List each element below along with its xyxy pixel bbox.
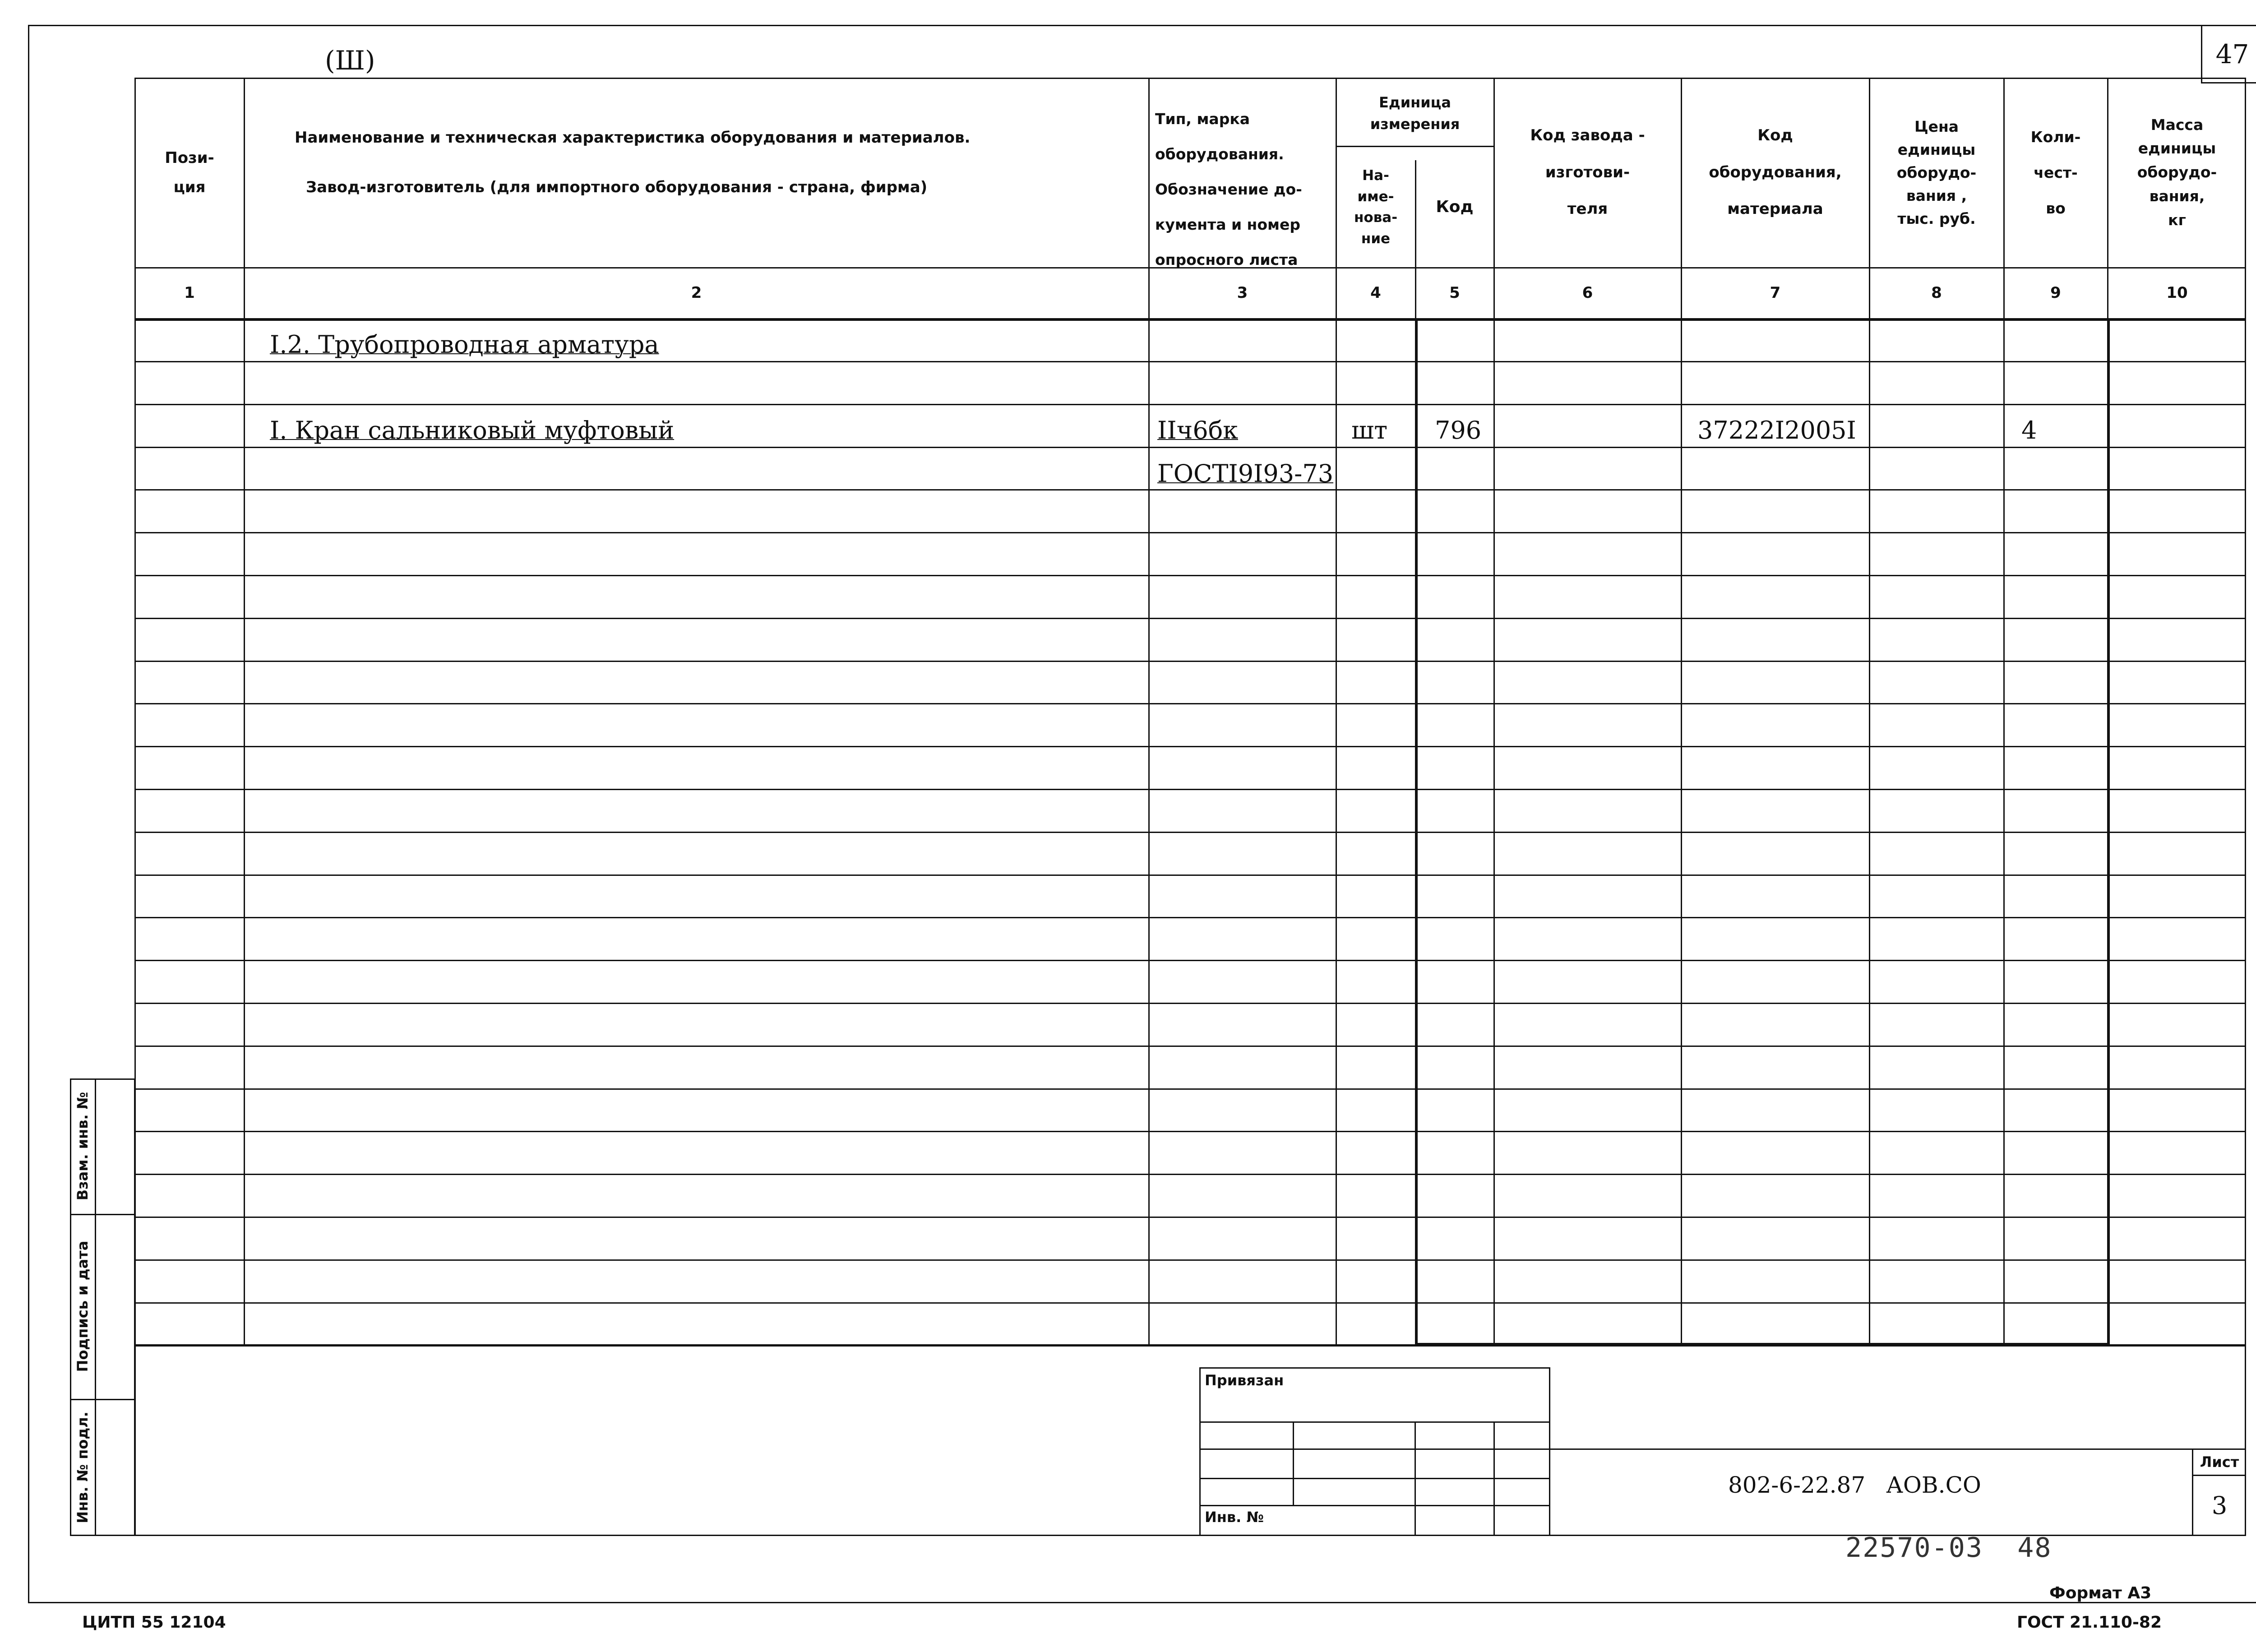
table-row-line (134, 1131, 2246, 1132)
col-number-5: 5 (1449, 283, 1460, 302)
binding-line-3 (1199, 1478, 1550, 1479)
page-number: 47 (2215, 38, 2249, 69)
item-equipment-code: 37222I2005I (1697, 416, 1856, 444)
col-header-8: Цена единицы оборудо- вания , тыс. руб. (1896, 117, 1977, 228)
table-row-line (134, 661, 2246, 662)
inv-number-label: Инв. № (1205, 1509, 1264, 1526)
col-header-9: Коли- чест- во (2030, 128, 2081, 217)
table-row-line (134, 1046, 2246, 1047)
binding-line-2 (1199, 1448, 1550, 1450)
table-row-line (134, 1003, 2246, 1004)
table-row-line (134, 789, 2246, 790)
col-number-2: 2 (691, 283, 702, 302)
side-label-inv-podl: Инв. № подл. (74, 1411, 91, 1523)
binding-label: Привязан (1205, 1372, 1284, 1389)
handwritten-number: 22570-03 48 (1845, 1532, 2052, 1564)
col-number-6: 6 (1582, 283, 1593, 302)
side-label-vzam-inv: Взам. инв. № (74, 1092, 91, 1201)
table-row-line (134, 361, 2246, 362)
col-header-6: Код завода - изготови- теля (1530, 126, 1645, 218)
col-number-3: 3 (1237, 283, 1248, 302)
side-stamp-line-2 (70, 1399, 135, 1400)
unit-group-header: Единица измерения (1370, 93, 1460, 133)
table-row-line (134, 575, 2246, 576)
col-header-3: Тип, марка оборудования. Обозначение до- кумента и номер опросного листа (1155, 110, 1302, 268)
item-unit: шт (1351, 416, 1388, 444)
col-line-3 (1336, 78, 1337, 1346)
section-heading: I.2. Трубопроводная арматура (270, 330, 659, 359)
table-row-line (134, 447, 2246, 448)
table-row-line (134, 832, 2246, 833)
table-row-line (134, 1302, 2246, 1304)
col-header-2-line2: Завод-изготовитель (для импортного оборудования - страна, фирма) (306, 178, 928, 196)
document-designation: 802-6-22.87 АОВ.СО (1728, 1472, 1981, 1498)
item-name: I. Кран сальниковый муфтовый (270, 416, 675, 444)
col-number-8: 8 (1931, 283, 1942, 302)
col-number-10: 10 (2166, 283, 2188, 302)
table-row-line (134, 1174, 2246, 1175)
item-standard: ГОСТI9I93-73 (1157, 459, 1334, 488)
side-stamp-line-1 (70, 1214, 135, 1215)
sheet-label: Лист (2200, 1453, 2239, 1471)
binding-line-1 (1199, 1421, 1550, 1423)
col-header-10: Масса единицы оборудо- вания, кг (2137, 116, 2217, 229)
col-header-2-line1: Наименование и техническая характеристика оборудования и материалов. (295, 129, 971, 147)
col-header-4: На- име- нова- ние (1354, 167, 1398, 247)
binding-vline-3 (1493, 1421, 1495, 1536)
table-row-line (134, 618, 2246, 619)
col-number-4: 4 (1370, 283, 1381, 302)
binding-vline-2 (1415, 1421, 1416, 1536)
item-unit-code: 796 (1435, 416, 1482, 444)
col-number-9: 9 (2050, 283, 2061, 302)
gost-label: ГОСТ 21.110-82 (2017, 1613, 2162, 1632)
sheet-number: 3 (2211, 1491, 2228, 1520)
col-header-1: Пози- ция (165, 148, 214, 196)
page-number-box (2201, 25, 2256, 83)
col-line-2 (1148, 78, 1150, 1346)
binding-vline-1 (1293, 1421, 1294, 1505)
table-row-line (134, 1259, 2246, 1261)
item-type: IIч6бк (1157, 416, 1238, 444)
binding-line-4 (1199, 1505, 1550, 1506)
table-row-line (134, 1088, 2246, 1090)
col-number-1: 1 (184, 283, 195, 302)
table-row-line (134, 703, 2246, 704)
table-row-line (134, 917, 2246, 918)
table-body-bottom (134, 1344, 2246, 1347)
table-row-line (134, 532, 2246, 533)
table-row-line (134, 404, 2246, 405)
side-label-signature-date: Подпись и дата (74, 1240, 91, 1372)
col-header-2 (246, 79, 1148, 266)
table-row-line (134, 746, 2246, 747)
col-line-1 (244, 78, 245, 1346)
table-row-line (134, 960, 2246, 961)
format-label: Формат А3 (2049, 1584, 2152, 1602)
table-row-line (134, 1217, 2246, 1218)
side-stamp-divider (95, 1078, 96, 1536)
col-number-7: 7 (1770, 283, 1781, 302)
table-row-line (134, 875, 2246, 876)
designation-line (1550, 1448, 2246, 1450)
col-header-7: Код оборудования, материала (1709, 126, 1842, 218)
item-quantity: 4 (2021, 416, 2037, 444)
printer-label: ЦИТП 55 12104 (82, 1613, 226, 1632)
section-mark: (Ш) (325, 45, 375, 76)
col-header-5: Код (1436, 197, 1474, 216)
table-row-line (134, 489, 2246, 491)
